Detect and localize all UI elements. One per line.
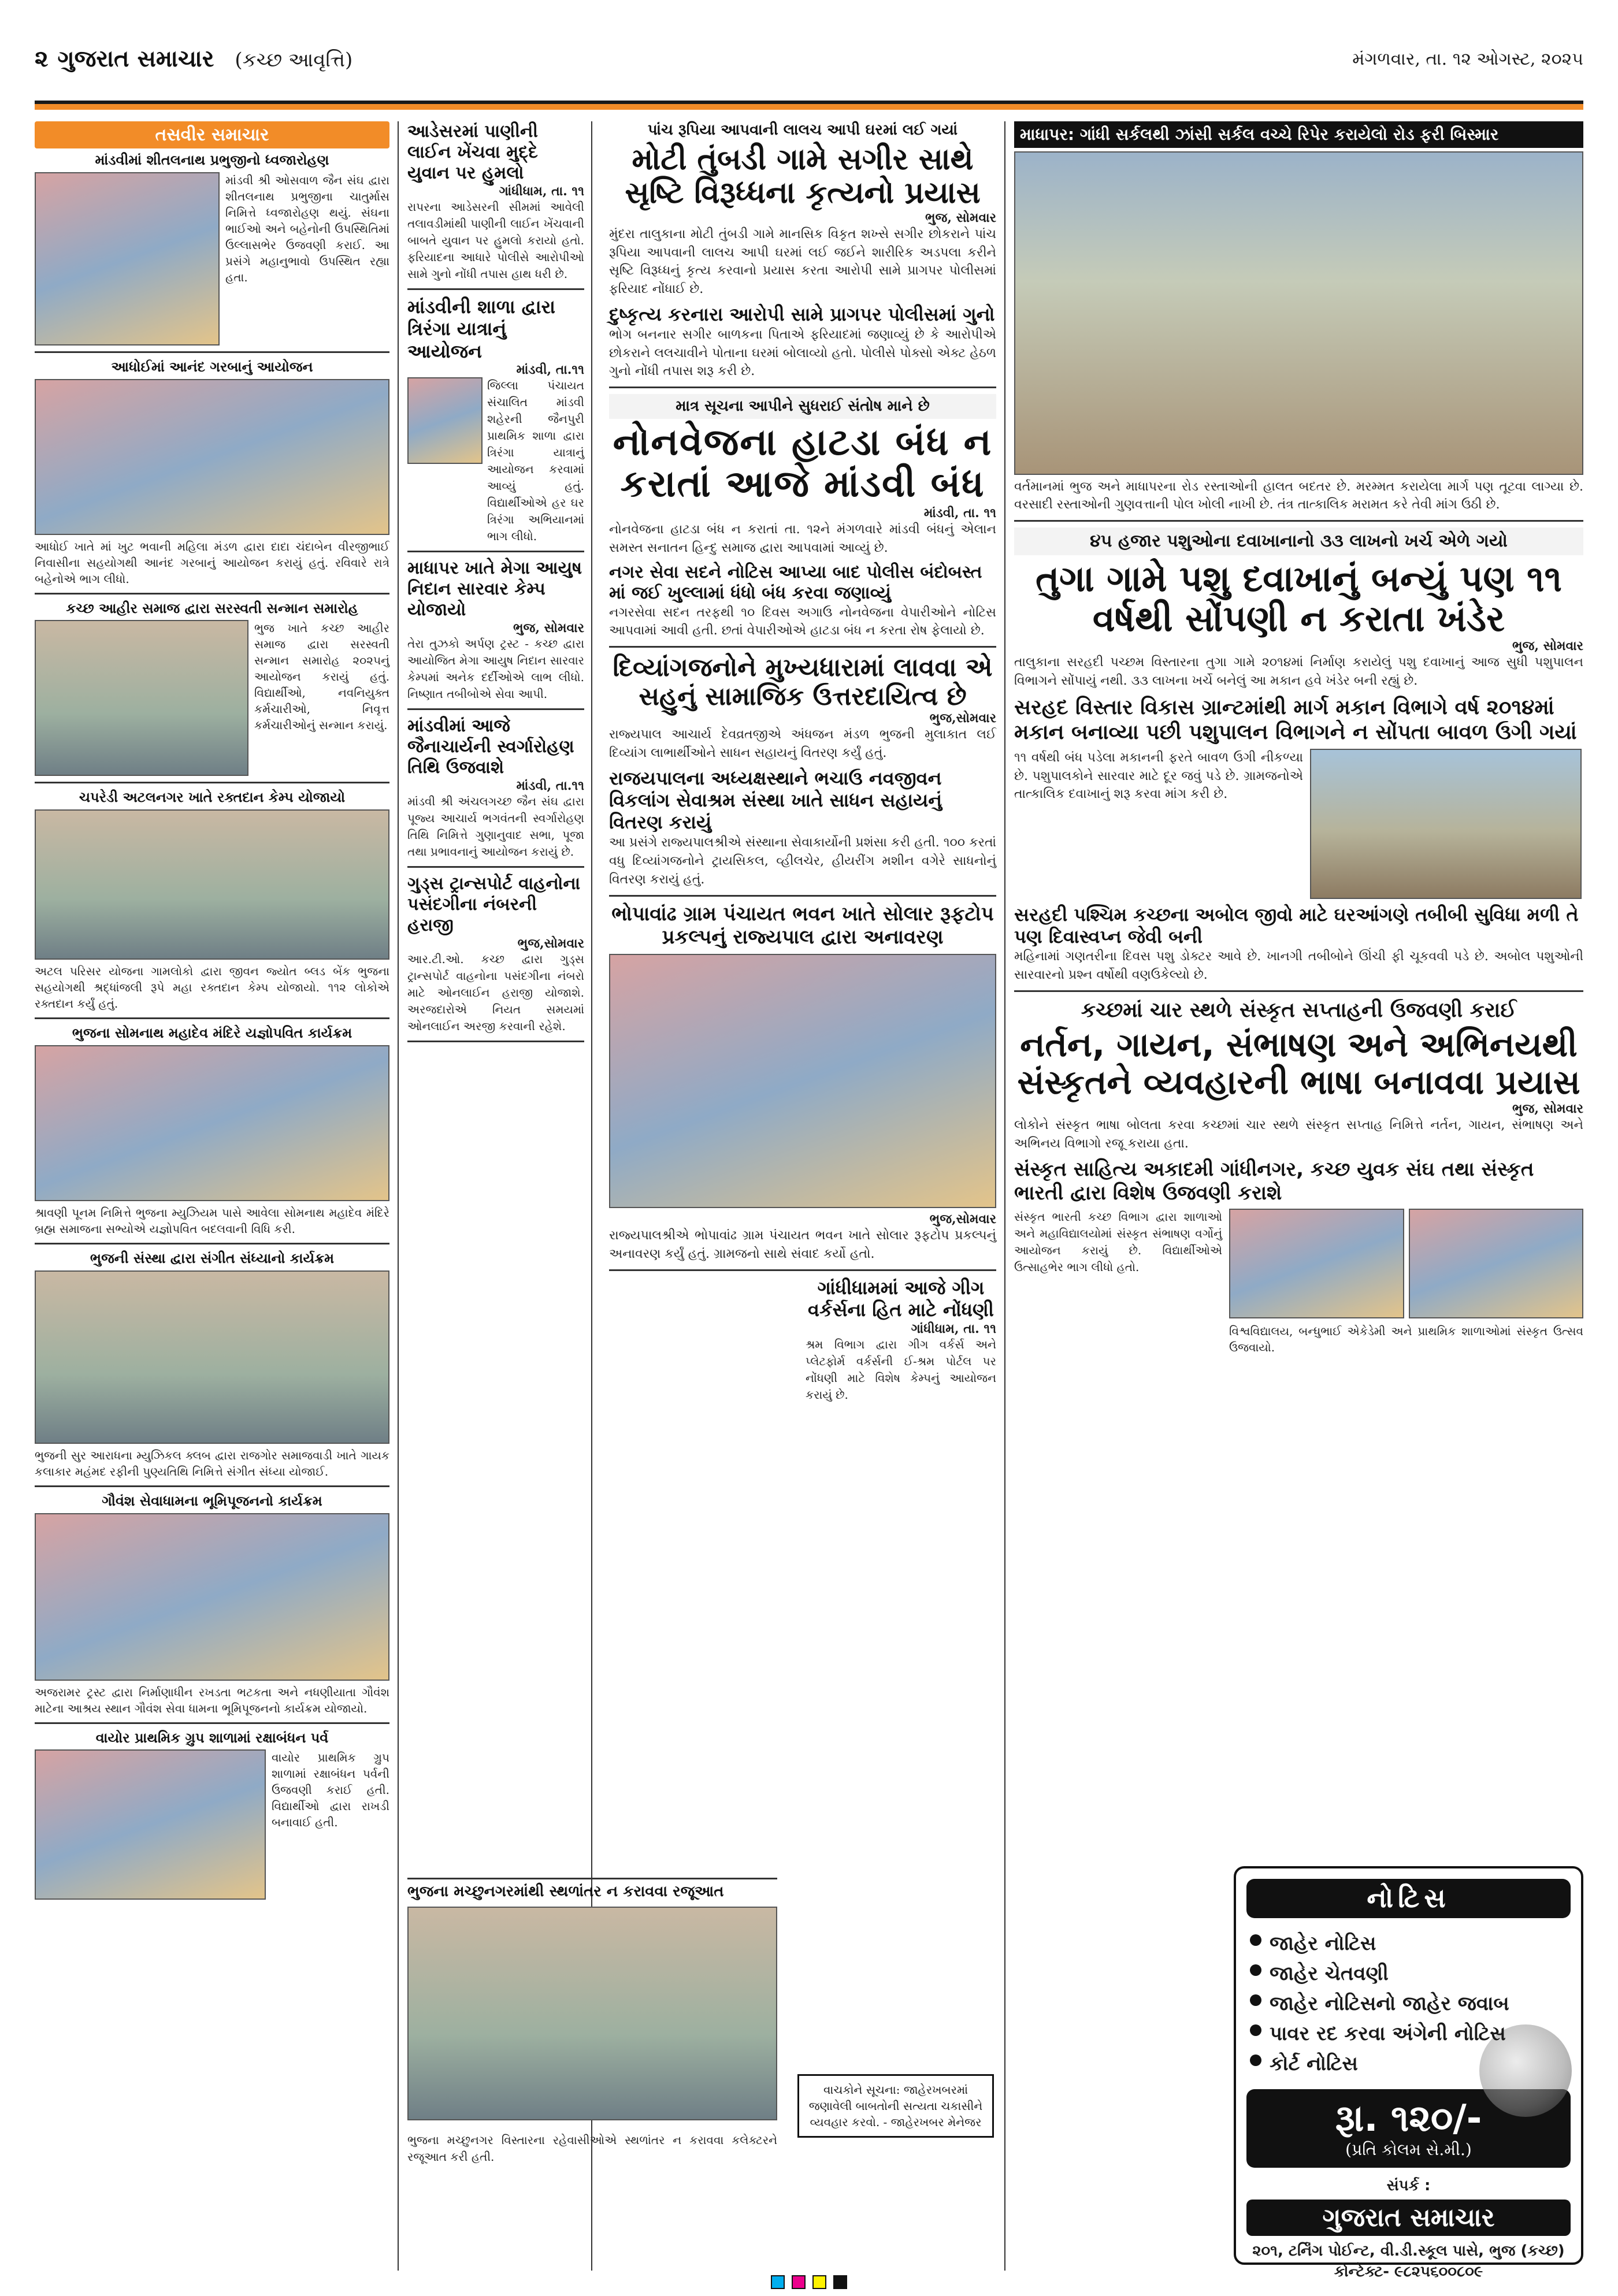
headline: નર્તન, ગાયન, સંભાષણ અને અભિનયથી સંસ્કૃતને વ્યવહારની ભાષા બનાવવા પ્રયાસ [1017, 1025, 1580, 1102]
article-body: રાજ્યપાલશ્રીએ ભોપાવાંઢ ગ્રામ પંચાયત ભવન ખાતે સોલાર રૂફટોપ પ્રકલ્પનું અનાવરણ કર્યું હતું. ગ્રામજનો સાથે સંવાદ કર્યો હતો. [609, 1228, 996, 1262]
kicker: માધાપર: ગાંધી સર્કલથી ઝાંસી સર્કલ વચ્ચે રિપેર કરાયેલો રોડ ફરી બિસ્માર [1014, 121, 1583, 148]
dateline: ગાંધીધામ, તા. ૧૧ [499, 184, 584, 199]
notice-item: જાહેર ચેતવણી [1246, 1959, 1571, 1989]
bullet-icon [1250, 1934, 1261, 1946]
subheadline: સંસ્કૃત સાહિત્ય અકાદમી ગાંધીનગર, કચ્છ યુવક સંઘ તથા સંસ્કૃત ભારતી દ્વારા વિશેષ ઉજવણી કરાશે [1014, 1158, 1534, 1205]
story-photo [609, 954, 996, 1208]
article-body: નગરસેવા સદન તરફથી ૧૦ દિવસ અગાઉ નોનવેજના વેપારીઓને નોટિસ આપવામાં આવી હતી. છતાં વેપારીઓએ હાટડા બંધ ન કરતા રોષ ફેલાયો છે. [609, 605, 996, 638]
headline: ગુડ્સ ટ્રાન્સપોર્ટ વાહનોના પસંદગીના નંબરની હરાજી [407, 874, 581, 936]
dateline: ભુજ, સોમવાર [925, 210, 996, 225]
article-body: નોનવેજના હાટડા બંધ ન કરાતાં તા. ૧૨ને મંગળવારે માંડવી બંધનું એલાન સમસ્ત સનાતન હિન્દુ સમાજ દ્વારા આપવામાં આવ્યું છે. [609, 522, 996, 555]
divider [35, 1485, 389, 1487]
reader-notice: વાચકોને સૂચના: જાહેરખબરમાં જણાવેલી બાબતોની સત્યતા ચકાસીને વ્યવહાર કરવો. - જાહેરખબર મેનેજર [797, 2074, 994, 2138]
article-body: શ્રમ વિભાગ દ્વારા ગીગ વર્કર્સ અને પ્લેટફોર્મ વર્કર્સની ઈ-શ્રમ પોર્ટલ પર નોંધણી માટે વિશેષ કેમ્પનું આયોજન કરાયું છે. [806, 1337, 996, 1402]
bullet-icon [1250, 1994, 1261, 2006]
divider [1014, 520, 1583, 522]
contact-address: ૨૦૧, ટર્નિંગ પોઈન્ટ, વી.ડી.સ્કૂલ પાસે, ભુજ (કચ્છ) કોન્ટેક્ટ- ૯૮૨૫૬૦૦૮૦૯ [1252, 2242, 1565, 2281]
print-registration-marks [0, 2273, 1618, 2291]
subheadline: સરહદી પશ્ચિમ કચ્છના અબોલ જીવો માટે ઘરઆંગણે તબીબી સુવિધા મળી તે પણ દિવાસ્વપ્ન જેવી બની [1014, 903, 1579, 948]
newspaper-brand: ગુજરાત સમાચાર [57, 46, 214, 72]
subheadline: સરહદ વિસ્તાર વિકાસ ગ્રાન્ટમાંથી માર્ગ મકાન વિભાગે વર્ષ ૨૦૧૪માં મકાન બનાવ્યા પછી પશુપાલન વિભાગને ન સોંપતા બાવળ ઉગી ગયાં [1014, 696, 1577, 745]
story-caption: અટલ પરિસર યોજના ગામલોકો દ્વારા જીવન જ્યોત બ્લડ બેંક ભુજના સહયોગથી શ્રદ્ધાંજલી રૂપે મહા રક્તદાન કેમ્પ યોજાયો. ૧૧૨ લોકોએ રક્તદાન કર્યું હતું. [35, 964, 389, 1011]
dateline: ગાંધીધામ, તા. ૧૧ [911, 1321, 996, 1336]
story-photo [35, 620, 248, 776]
subheadline: ગાંધીધામમાં આજે ગીગ વર્કર્સના હિત માટે નોંધણી [808, 1276, 994, 1321]
bullet-icon [1250, 1964, 1261, 1976]
story-caption: વર્તમાનમાં ભુજ અને માધાપરના રોડ રસ્તાઓની હાલત બદતર છે. મરમ્મત કરાયેલા માર્ગ પણ તૂટવા લાગ્યા છે. વરસાદી રસ્તાઓની ગુણવત્તાની પોલ ખોલી નાખી છે. તંત્ર તાત્કાલિક મરામત કરે તેવી માંગ ઉઠી છે. [1014, 480, 1583, 512]
divider [609, 1269, 996, 1271]
divider [35, 351, 389, 353]
article-body: મહિનામાં ગણતરીના દિવસ પશુ ડોક્ટર આવે છે. ખાનગી તબીબોને ઊંચી ફી ચૂકવવી પડે છે. અબોલ પશુઓની સારવારનો પ્રશ્ન વર્ષોથી વણઉકેલ્યો છે. [1014, 949, 1583, 983]
story-photo [35, 379, 389, 535]
divider [407, 1041, 584, 1042]
divider [35, 1243, 389, 1244]
notice-title: નોટિસ [1246, 1879, 1571, 1918]
story-caption: વિશ્વવિદ્યાલય, બન્ધુભાઈ એકેડેમી અને પ્રાથમિક શાળાઓમાં સંસ્કૃત ઉત્સવ ઉજવાયો. [1229, 1324, 1583, 1354]
article-body: ભુજના મચ્છુનગર વિસ્તારના રહેવાસીઓએ સ્થળાંતર ન કરાવવા કલેક્ટરને રજૂઆત કરી હતી. [407, 2133, 777, 2164]
story-title: આધોઈમાં આનંદ ગરબાનું આયોજન [111, 358, 313, 375]
dateline: માંડવી, તા.૧૧ [516, 362, 584, 378]
story-photo [1229, 1209, 1404, 1318]
kicker: કચ્છમાં ચાર સ્થળે સંસ્કૃત સપ્તાહની ઉજવણી કરાઈ [1081, 998, 1517, 1023]
divider [407, 288, 584, 290]
subheadline: દુષ્કૃત્ય કરનારા આરોપી સામે પ્રાગપર પોલીસમાં ગુનો [609, 303, 995, 326]
story-title: ચપરેડી અટલનગર ખાતે રક્તદાન કેમ્પ યોજાયો [79, 789, 346, 806]
contact-brand: ગુજરાત સમાચાર [1246, 2200, 1571, 2236]
divider [407, 551, 584, 552]
header-rule [35, 104, 1583, 110]
headline: તુગા ગામે પશુ દવાખાનું બન્યું પણ ૧૧ વર્ષથી સોંપણી ન કરાતા ખંડેર [1036, 557, 1562, 640]
story-photo [1014, 151, 1583, 475]
article-body: આર.ટી.ઓ. કચ્છ દ્વારા ગુડ્સ ટ્રાન્સપોર્ટ વાહનોના પસંદગીના નંબરો માટે ઓનલાઈન હરાજી યોજાશે. અરજદારોએ નિયત સમયમાં ઓનલાઈન અરજી કરવાની રહેશે. [407, 952, 584, 1034]
kicker: પાંચ રૂપિયા આપવાની લાલચ આપી ઘરમાં લઈ ગયાં [647, 121, 958, 139]
headline: માધાપર ખાતે મેગા આયુષ નિદાન સારવાર કેમ્પ યોજાયો [407, 558, 582, 621]
story-caption: શ્રાવણી પૂનમ નિમિત્તે ભુજના મ્યુઝિયમ પાસે આવેલા સોમનાથ મહાદેવ મંદિરે બ્રહ્મ સમાજના સભ્યોએ યજ્ઞોપવિત બદલવાની વિધિ કરી. [35, 1205, 389, 1236]
article-body: જિલ્લા પંચાયત સંચાલિત માંડવી શહેરની જૈનપુરી પ્રાથમિક શાળા દ્વારા ત્રિરંગા યાત્રાનું આયોજન કરવામાં આવ્યું હતું. વિદ્યાર્થીઓએ હર ઘર ત્રિરંગા અભિયાનમાં ભાગ લીધો. [487, 378, 584, 544]
section-title: તસવીર સમાચાર [35, 121, 389, 148]
notice-advertisement [1234, 1866, 1583, 2281]
bullet-icon [1250, 2054, 1261, 2066]
story-title: માંડવીમાં શીતલનાથ પ્રભુજીનો ધ્વજારોહણ [95, 152, 329, 168]
notice-item: કોર્ટ નોટિસ [1246, 2049, 1571, 2079]
column-main-news [601, 121, 1005, 2271]
dateline: માંડવી, તા. ૧૧ [923, 505, 996, 521]
divider [407, 866, 584, 868]
headline: મોટી તુંબડી ગામે સગીર સાથે સૃષ્ટિ વિરૂધ્ધના કૃત્યનો પ્રયાસ [625, 142, 981, 211]
divider [35, 593, 389, 595]
story-photo [407, 377, 483, 464]
headline: માંડવીમાં આજે જૈનાચાર્યની સ્વર્ગારોહણ તિથિ ઉજવાશે [407, 716, 574, 778]
headline: ભુજના મચ્છુનગરમાંથી સ્થળાંતર ન કરાવવા રજૂઆત [407, 1878, 777, 1901]
divider [407, 708, 584, 710]
story-title: ભુજની સંસ્થા દ્વારા સંગીત સંધ્યાનો કાર્યક્રમ [90, 1250, 335, 1266]
story-photo [35, 1270, 389, 1444]
notice-item: જાહેર નોટિસ [1246, 1929, 1571, 1959]
cyan-swatch [771, 2275, 785, 2289]
divider [609, 387, 996, 388]
subheadline: નગર સેવા સદને નોટિસ આપ્યા બાદ પોલીસ બંદોબસ્ત માં જઈ ખુલ્લામાં ધંધો બંધ કરવા જણાવ્યું [609, 562, 982, 603]
divider [609, 895, 996, 897]
story-photo [1310, 749, 1582, 899]
story-caption: માંડવી શ્રી ઓસવાળ જૈન સંઘ દ્વારા શીતલનાથ પ્રભુજીના ચાતુર્માસ નિમિત્તે ધ્વજારોહણ થયું. સંઘના ભાઈઓ અને બહેનોની ઉપસ્થિતિમાં ઉલ્લાસભેર ઉજવણી કરાઈ. આ પ્રસંગે મહાનુભાવો ઉપસ્થિત રહ્યા હતા. [225, 173, 389, 284]
page-number: ૨ [35, 46, 49, 72]
dateline: ભુજ,સોમવાર [929, 1212, 996, 1227]
story-caption: અજરામર ટ્રસ્ટ દ્વારા નિર્માણાધીન રખડતા ભટકતા અને નધણીયાતા ગૌવંશ માટેના આશ્રય સ્થાન ગૌવંશ સેવા ધામના ભૂમિપૂજનનો કાર્યક્રમ યોજાયો. [35, 1685, 389, 1715]
bullet-icon [1250, 2024, 1261, 2036]
dateline: ભુજ, સોમવાર [513, 621, 584, 636]
article-body: સંસ્કૃત ભારતી કચ્છ વિભાગ દ્વારા શાળાઓ અને મહાવિદ્યાલયોમાં સંસ્કૃત સંભાષણ વર્ગોનું આયોજન કરાયું છે. વિદ્યાર્થીઓએ ઉત્સાહભેર ભાગ લીધો હતો. [1014, 1209, 1222, 1274]
headline: દિવ્યાંગજનોને મુખ્યધારામાં લાવવા એ સહુનું સામાજિક ઉત્તરદાયિત્વ છે [613, 653, 993, 711]
price-value: રૂા. ૧૨૦/- [1335, 2097, 1482, 2140]
story-photo [35, 1749, 266, 1900]
story-title: ભુજના સોમનાથ મહાદેવ મંદિરે યજ્ઞોપવિત કાર્યક્રમ [72, 1025, 352, 1042]
dateline: ભુજ, સોમવાર [1512, 638, 1583, 654]
divider [35, 1722, 389, 1724]
article-body: આ પ્રસંગે રાજ્યપાલશ્રીએ સંસ્થાના સેવાકાર્યોની પ્રશંસા કરી હતી. ૧૦૦ કરતાં વધુ દિવ્યાંગજનોને ટ્રાયસિકલ, વ્હીલચેર, હીયરીંગ મશીન વગેરે સાધનોનું વિતરણ કરાયું હતું. [609, 835, 996, 887]
story-title: વાયોર પ્રાથમિક ગ્રુપ શાળામાં રક્ષાબંધન પર્વ [95, 1729, 329, 1746]
column-photo-news [35, 121, 399, 2271]
story-photo [1409, 1209, 1584, 1318]
story-photo [35, 809, 389, 960]
notice-item: જાહેર નોટિસનો જાહેર જવાબ [1246, 1989, 1571, 2019]
masthead [35, 17, 1583, 104]
divider [35, 782, 389, 783]
issue-date: મંગળવાર, તા. ૧૨ ઓગસ્ટ, ૨૦૨૫ [1352, 49, 1583, 69]
kicker: ૪૫ હજાર પશુઓના દવાખાનાનો ૩૩ લાખનો ખર્ચ એળે ગયો [1014, 527, 1583, 555]
dateline: ભુજ,સોમવાર [517, 936, 584, 952]
headline: માંડવીની શાળા દ્વારા ત્રિરંગા યાત્રાનું આયોજન [407, 296, 555, 362]
story-title: ગૌવંશ સેવાધામના ભૂમિપૂજનનો કાર્યક્રમ [102, 1492, 322, 1509]
dateline: ભુજ,સોમવાર [929, 710, 996, 726]
story-caption: આધોઈ ખાતે માં ખુટ ભવાની મહિલા મંડળ દ્વારા દાદા ચંદાબેન વીરજીભાઈ નિવાસીના સહયોગથી આનંદ ગરબાનું આયોજન કરાયું હતું. રવિવારે રાત્રે બહેનોએ ભાગ લીધો. [35, 539, 389, 586]
divider [35, 1017, 389, 1019]
article-body: મુંદરા તાલુકાના મોટી તુંબડી ગામે માનસિક વિકૃત શખ્સે સગીર છોકરાને પાંચ રૂપિયા આપવાની લાલચ આપી ઘરમાં લઈ જઈને શારીરિક અડપલા કરીને સૃષ્ટિ વિરૂધ્ધનું કૃત્ય કરવાનો પ્રયાસ કરતા આરોપી સામે પ્રાગપર પોલીસમાં ફરિયાદ નોંધાઈ છે. [609, 226, 996, 297]
article-body: રાપરના આડેસરની સીમમાં આવેલી તલાવડીમાંથી પાણીની લાઈન ખેંચવાની બાબતે યુવાન પર હુમલો કરાયો હતો. ફરિયાદના આધારે પોલીસે આરોપીઓ સામે ગુનો નોંધી તપાસ હાથ ધરી છે. [407, 200, 584, 281]
kicker: માત્ર સૂચના આપીને સુધરાઈ સંતોષ માને છે [676, 397, 930, 415]
headline: ભોપાવાંઢ ગ્રામ પંચાયત ભવન ખાતે સોલાર રૂફટોપ પ્રકલ્પનું રાજ્યપાલ દ્વારા અનાવરણ [611, 902, 994, 949]
notice-list [1246, 1929, 1571, 2079]
subheadline: રાજયપાલના અધ્યક્ષસ્થાને ભચાઉ નવજીવન વિકલાંગ સેવાશ્રમ સંસ્થા ખાતે સાધન સહાયનું વિતરણ કરાયું [609, 767, 942, 834]
contact-label: સંપર્ક : [1386, 2177, 1431, 2194]
dateline: ભુજ, સોમવાર [1512, 1101, 1583, 1117]
story-caption: ભુજની સુર આરાધના મ્યુઝિકલ ક્લબ દ્વારા રાજગોર સમાજવાડી ખાતે ગાયક કલાકાર મહંમદ રફીની પુણ્યતિથિ નિમિત્તે સંગીત સંધ્યા યોજાઈ. [35, 1448, 389, 1478]
story-photo [35, 172, 220, 345]
headline: આડેસરમાં પાણીની લાઈન ખેંચવા મુદ્દે યુવાન પર હુમલો [407, 121, 538, 183]
masthead-left [35, 46, 352, 72]
article-body: ભોગ બનનાર સગીર બાળકના પિતાએ ફરિયાદમાં જણાવ્યું છે કે આરોપીએ છોકરાને લલચાવીને પોતાના ઘરમાં બોલાવ્યો હતો. પોલીસે પોક્સો એક્ટ હેઠળ ગુનો નોંધી તપાસ શરૂ કરી છે. [609, 327, 996, 379]
magenta-swatch [792, 2275, 806, 2289]
yellow-swatch [812, 2275, 826, 2289]
article-body: માંડવી શ્રી અંચલગચ્છ જૈન સંઘ દ્વારા પૂજ્ય આચાર્ય ભગવંતની સ્વર્ગારોહણ તિથિ નિમિત્તે ગુણાનુવાદ સભા, પૂજા તથા પ્રભાવનાનું આયોજન કરાયું છે. [407, 794, 584, 859]
black-swatch [833, 2275, 847, 2289]
headline: નોનવેજના હાટડા બંધ ન કરાતાં આજે માંડવી બંધ [613, 421, 993, 506]
divider [609, 646, 996, 648]
story-caption: ભુજ ખાતે કચ્છ આહીર સમાજ દ્વારા સરસ્વતી સન્માન સમારોહ ૨૦૨૫નું આયોજન કરાયું હતું. વિદ્યાર્થીઓ, નવનિયુક્ત કર્મચારીઓ, નિવૃત્ત કર્મચારીઓનું સન્માન કરાયું. [254, 621, 389, 733]
notice-item: પાવર રદ કરવા અંગેની નોટિસ [1246, 2019, 1571, 2049]
article-body: તેરા તુઝકો અર્પણ ટ્રસ્ટ - કચ્છ દ્વારા આયોજિત મેગા આયુષ નિદાન સારવાર કેમ્પમાં અનેક દર્દીઓએ લાભ લીધો. નિષ્ણાત તબીબોએ સેવા આપી. [407, 637, 584, 701]
story-photo [35, 1513, 389, 1681]
story-caption: વાયોર પ્રાથમિક ગ્રુપ શાળામાં રક્ષાબંધન પર્વની ઉજવણી કરાઈ હતી. વિદ્યાર્થીઓ દ્વારા રાખડી બનાવાઈ હતી. [272, 1751, 389, 1830]
contact-block [1246, 2177, 1571, 2283]
story-title: કચ્છ આહીર સમાજ દ્વારા સરસ્વતી સન્માન સમારોહ [66, 600, 358, 616]
article-body: રાજ્યપાલ આચાર્ય દેવવ્રતજીએ અંધજન મંડળ ભુજની મુલાકાત લઈ દિવ્યાંગ લાભાર્થીઓને સાધન સહાયનું વિતરણ કર્યું હતું. [609, 727, 996, 760]
article-body: લોકોને સંસ્કૃત ભાષા બોલતા કરવા કચ્છમાં ચાર સ્થળે સંસ્કૃત સપ્તાહ નિમિત્તે નર્તન, ગાયન, સંભાષણ અને અભિનય વિભાગો રજૂ કરાયા હતા. [1014, 1118, 1583, 1151]
edition-label: (કચ્છ આવૃત્તિ) [235, 49, 353, 72]
dateline: માંડવી, તા.૧૧ [516, 778, 584, 794]
price-unit: (પ્રતિ કોલમ સે.મી.) [1345, 2140, 1472, 2159]
divider [1014, 990, 1583, 992]
article-body: ૧૧ વર્ષથી બંધ પડેલા મકાનની ફરતે બાવળ ઉગી નીકળ્યા છે. પશુપાલકોને સારવાર માટે દૂર જવું પડે છે. ગ્રામજનોએ તાત્કાલિક દવાખાનું શરૂ કરવા માંગ કરી છે. [1014, 750, 1303, 802]
story-photo [35, 1045, 389, 1201]
article-body: તાલુકાના સરહદી પચ્છમ વિસ્તારના તુગા ગામે ૨૦૧૪માં નિર્માણ કરાયેલું પશુ દવાખાનું આજ સુધી પશુપાલન વિભાગને સોંપાયું નથી. ૩૩ લાખના ખર્ચે બનેલું આ મકાન હવે ખંડેર બની રહ્યું છે. [1014, 655, 1583, 689]
